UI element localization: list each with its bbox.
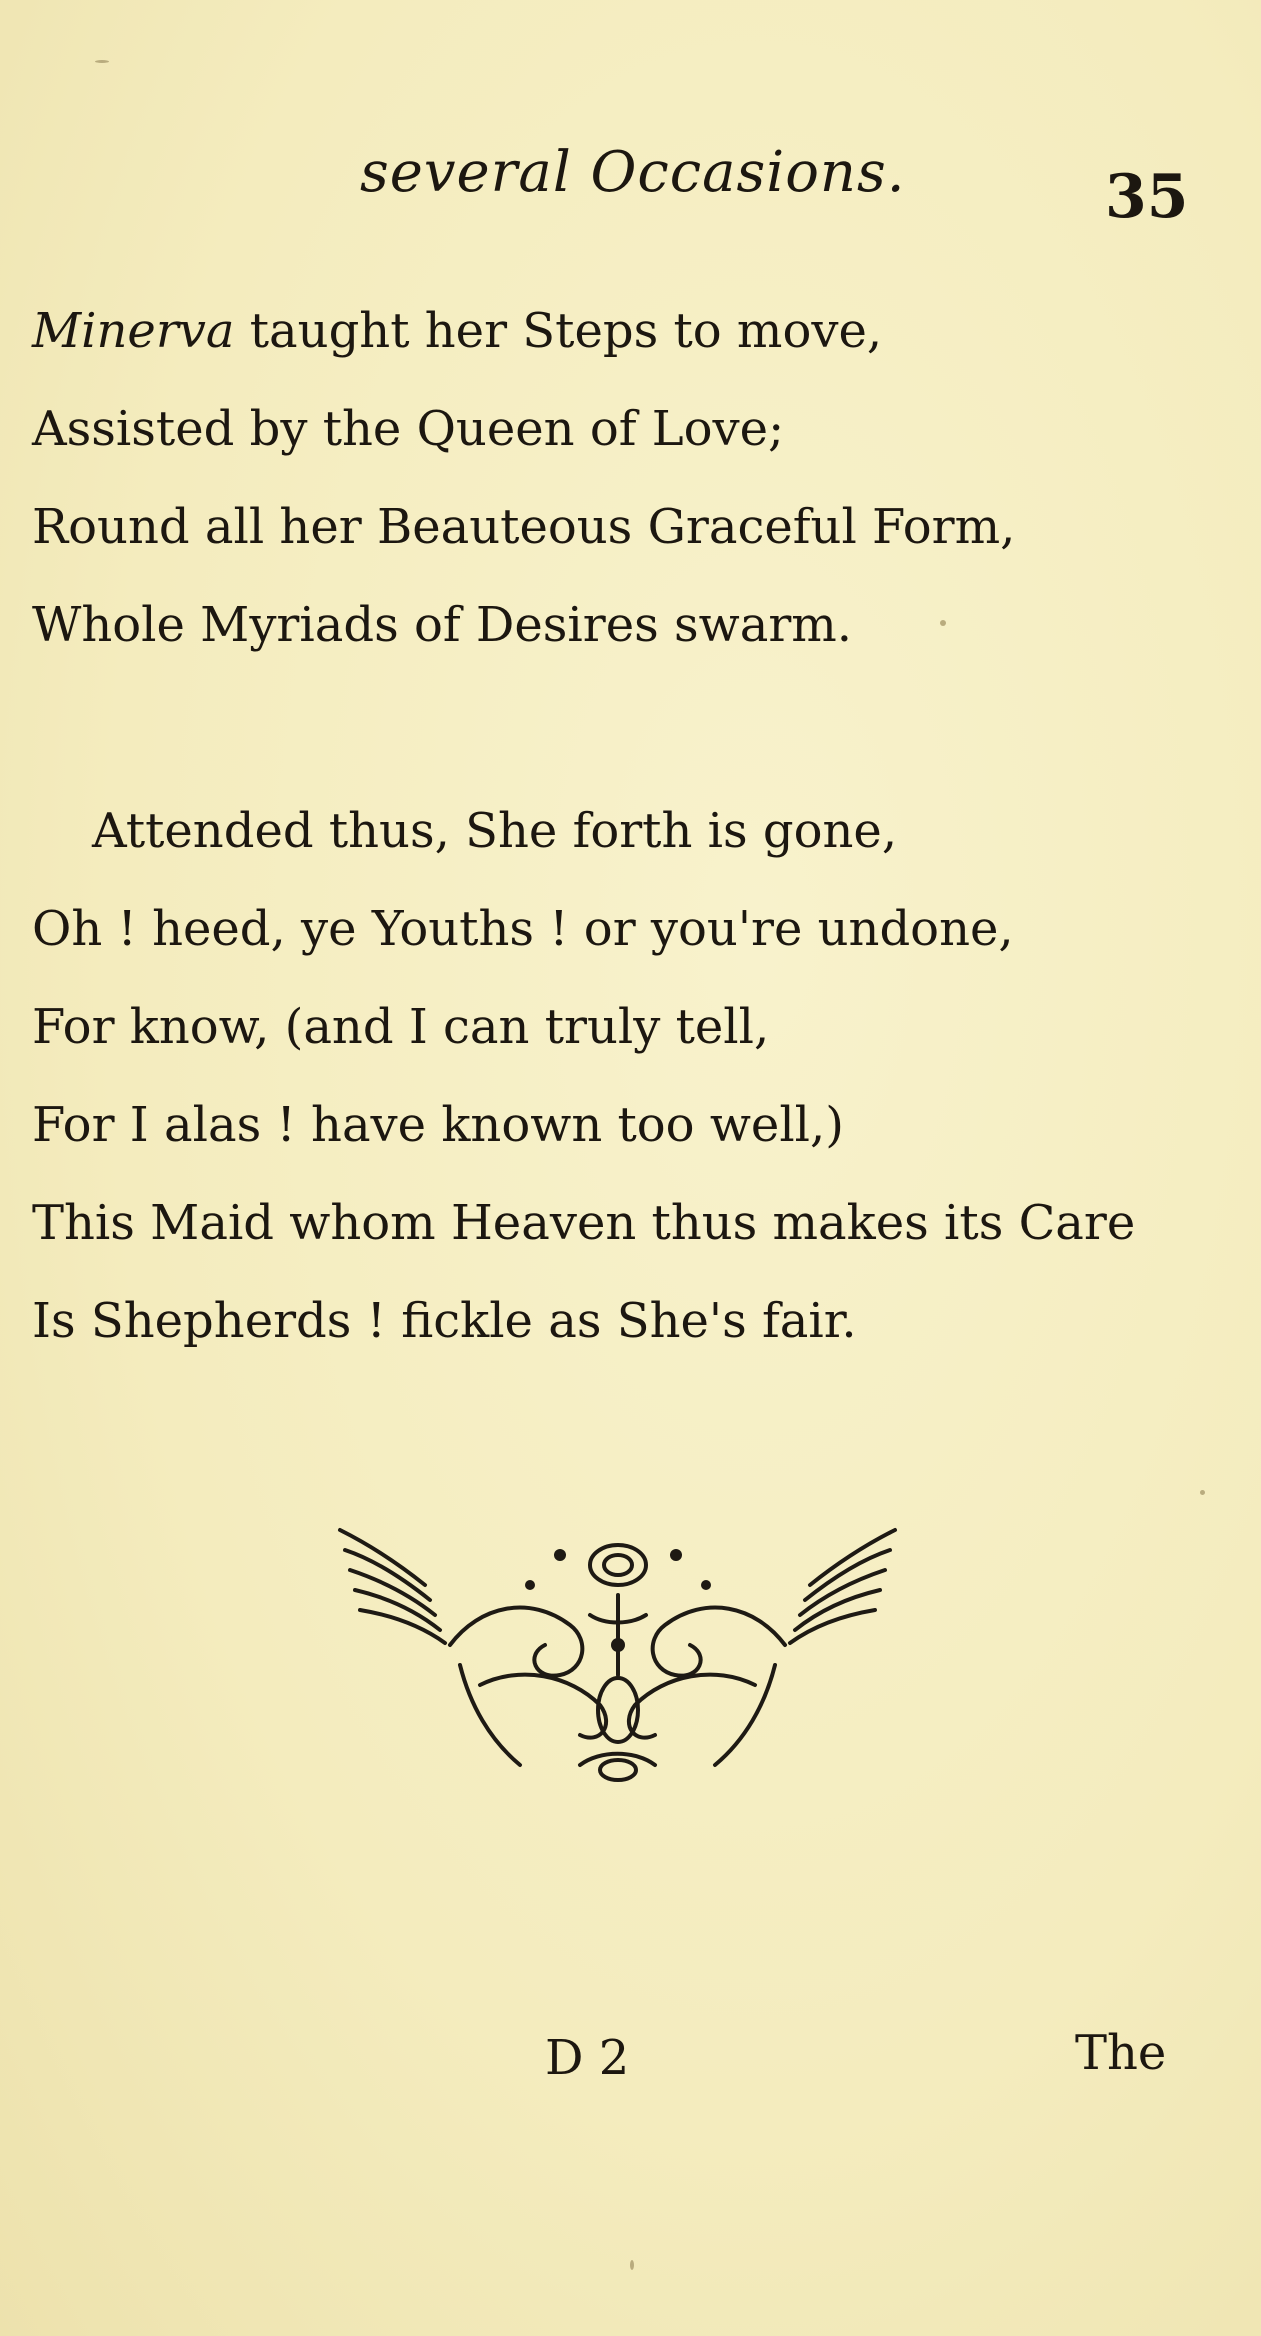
- stanza-1: [32, 282, 1015, 674]
- page-number: 35: [1105, 162, 1189, 232]
- poem-line: Assisted by the Queen of Love;: [32, 401, 785, 457]
- running-title: several Occasions.: [360, 140, 906, 205]
- paper-speck: [95, 60, 109, 63]
- poem-line: For know, (and I can truly tell,: [32, 999, 770, 1055]
- paper-speck: [1200, 1490, 1205, 1495]
- poem-line: Is Shepherds ! fickle as She's fair.: [32, 1293, 857, 1349]
- line-text: taught her Steps to move,: [234, 303, 883, 359]
- paper-speck: [940, 620, 946, 626]
- poem-line: [32, 282, 1015, 380]
- poem-line: This Maid whom Heaven thus makes its Care: [32, 1195, 1136, 1251]
- italic-name: Minerva: [32, 303, 235, 359]
- catchword: The: [1075, 2025, 1167, 2081]
- poem-line: Attended thus, She forth is gone,: [92, 803, 898, 859]
- poem-line: For I alas ! have known too well,): [32, 1097, 845, 1153]
- floral-tailpiece-ornament-icon: [330, 1525, 905, 1785]
- signature-mark: D 2: [545, 2030, 630, 2086]
- paper-speck: [630, 2260, 634, 2270]
- poem-line: Round all her Beauteous Graceful Form,: [32, 499, 1016, 555]
- stanza-2: [32, 782, 1135, 1370]
- poem-line: Whole Myriads of Desires swarm.: [32, 597, 853, 653]
- poem-line: Oh ! heed, ye Youths ! or you're undone,: [32, 901, 1014, 957]
